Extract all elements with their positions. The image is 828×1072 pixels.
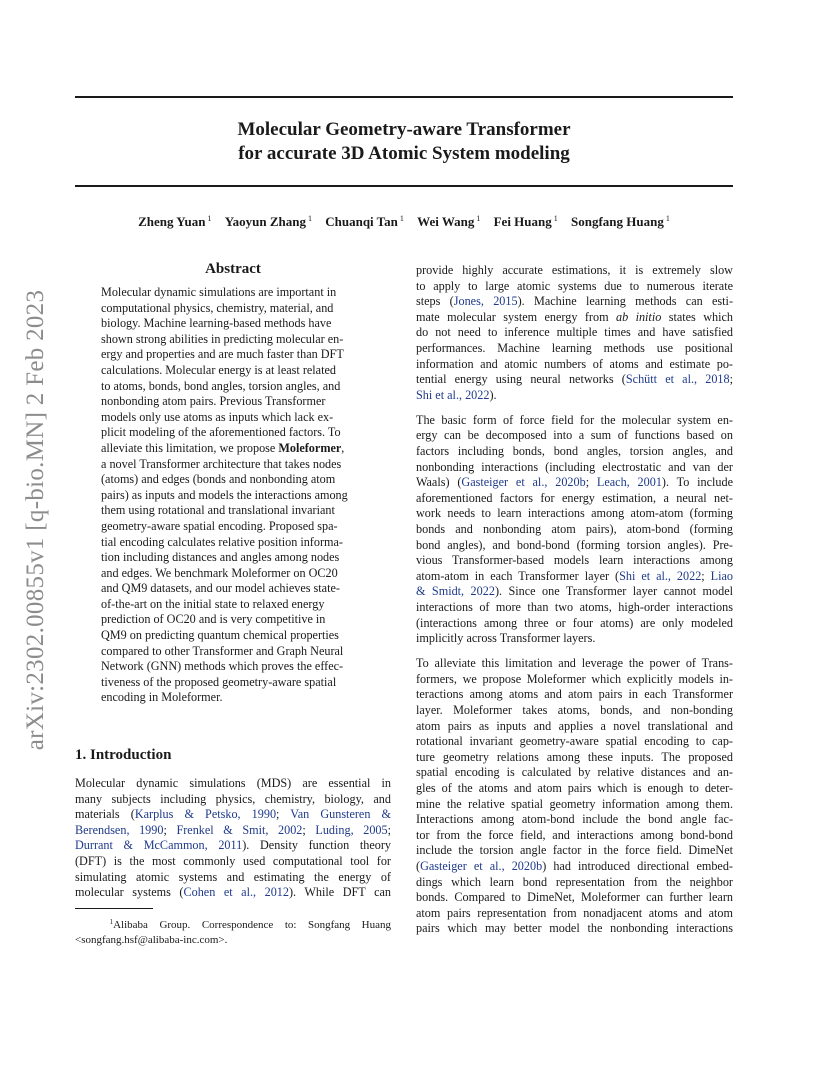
body-line: implicitly across Transformer layers. (416, 631, 596, 646)
affiliation-mark: 1 (207, 214, 212, 223)
abstract-line: plicit modeling of the aforementioned factors. To (101, 425, 341, 440)
author-2 (225, 214, 312, 229)
title-bottom-rule (75, 185, 733, 187)
paragraph (416, 413, 733, 647)
body-line: The basic form of force field for the molecular system en- (416, 412, 733, 427)
abstract-line: geometry-aware spatial encoding. Proposed spa- (101, 518, 338, 533)
body-text: tential energy using neural networks ( (416, 372, 626, 387)
author-name: Wei Wang (417, 214, 475, 229)
footnote-text: Alibaba Group. Correspondence to: Songfang Huang (113, 919, 391, 931)
footnote-line (75, 915, 391, 933)
body-line (416, 859, 733, 875)
abstract-line: shown strong abilities in predicting molecular en- (101, 331, 344, 346)
body-text: ). To include (661, 475, 733, 490)
body-text: ). (489, 387, 497, 402)
citation-link[interactable]: Luding, 2005 (315, 822, 388, 837)
affiliation-mark: 1 (553, 214, 558, 223)
abstract-heading: Abstract (205, 261, 261, 277)
author-name: Yaoyun Zhang (224, 214, 306, 229)
body-text: ; (387, 822, 391, 837)
body-text: ; (729, 372, 733, 387)
body-line: aforementioned factors for energy estimation, a neural net- (416, 490, 733, 505)
body-line (416, 310, 733, 326)
abstract-line: computational physics, chemistry, material, and (101, 300, 334, 315)
abstract-line: (atoms) and edges (bonds and nonbonding atom (101, 472, 336, 487)
body-text: ; (302, 822, 316, 837)
abstract-line: biology. Machine learning-based methods have (101, 316, 332, 331)
right-column-body (416, 263, 733, 946)
author-3 (325, 214, 404, 229)
abstract-line: and edges. We benchmark Moleformer on OC20 (101, 565, 338, 580)
abstract-line: tiveness of the proposed geometry-aware spatial (101, 674, 337, 689)
affiliation-mark: 1 (476, 214, 481, 223)
body-text: atom-atom in each Transformer layer ( (416, 568, 620, 583)
body-line: atom pairs as inputs and applies a novel translational and (416, 718, 733, 733)
abstract-line: tion including distances and angles among nodes (101, 550, 340, 565)
paragraph (416, 656, 733, 937)
abstract-line: Molecular dynamic simulations are important in (101, 285, 337, 299)
author-4 (417, 214, 480, 229)
italic-text: ab initio (615, 309, 662, 324)
body-text: materials ( (75, 807, 135, 822)
abstract-line: Network (GNN) methods which proves the effec- (101, 659, 344, 674)
body-line (75, 807, 391, 823)
author-name: Chuanqi Tan (325, 214, 398, 229)
author-6 (571, 214, 670, 229)
citation-link[interactable]: Gasteiger et al., 2020b (461, 475, 586, 490)
body-text: mate molecular system energy from (416, 309, 616, 324)
citation-link[interactable]: & Smidt, 2022 (416, 584, 495, 599)
affiliation-mark: 1 (665, 214, 670, 223)
body-text: ). Density function theory (242, 838, 391, 853)
body-line: simulating atomic systems and estimating the energy of (75, 869, 391, 884)
body-line: rotational invariant geometry-aware spatial encoding to cap- (416, 734, 733, 749)
citation-link[interactable]: Jones, 2015 (453, 294, 518, 309)
arxiv-identifier-text: arXiv:2302.00855v1 [q-bio.MN] 2 Feb 2023 (22, 289, 49, 751)
body-line: teractions among atoms and atom pairs in each Transformer (416, 687, 733, 702)
body-line: spatial encoding is calculated by relative distances and an- (416, 765, 733, 780)
abstract-line: and QM9 datasets, and our model achieves state- (101, 581, 340, 596)
author-5 (494, 214, 558, 229)
body-line: tor from the force field, and interactions among bond-bond (416, 827, 733, 842)
footnote-line: <songfang.hsf@alibaba-inc.com>. (75, 934, 228, 946)
paper-title (75, 118, 733, 166)
abstract-line: models only use atoms as inputs which lack ex- (101, 409, 334, 424)
citation-link[interactable]: Karplus & Petsko, 1990 (134, 807, 277, 822)
body-line (75, 885, 391, 901)
body-text: ). Machine learning methods can esti- (517, 294, 733, 309)
abstract-body (101, 285, 366, 706)
body-line: Molecular dynamic simulations (MDS) are essential in (75, 776, 391, 790)
abstract-line: compared to other Transformer and Graph Neural (101, 643, 344, 658)
body-line: pairs which may better model the nonbonding interactions (416, 921, 733, 936)
citation-link[interactable]: Shi et al., 2022 (416, 387, 490, 402)
body-line: (DFT) is the most commonly used computational tool for (75, 853, 391, 868)
abstract-line: calculations. Molecular energy is at least related (101, 362, 336, 377)
affiliation-mark: 1 (308, 214, 312, 223)
abstract-line: QM9 on predicting quantum chemical properties (101, 628, 339, 643)
paragraph (416, 263, 733, 403)
abstract-line: prediction of OC20 and is very competitive in (101, 612, 326, 627)
body-line: bond angles), and bond-bond (forming torsion angles). Pre- (416, 537, 733, 552)
citation-link[interactable]: Schütt et al., 2018 (625, 372, 730, 387)
body-line (416, 584, 733, 600)
body-line: work needs to learn interactions among atom-atom (forming (416, 506, 733, 521)
body-line: bonds. Compared to DimeNet, Moleformer can further learn (416, 890, 733, 905)
abstract-line: tial encoding calculates relative position informa- (101, 534, 343, 549)
abstract-line: a novel Transformer architecture that takes nodes (101, 456, 342, 471)
abstract-line: encoding in Moleformer. (101, 690, 223, 705)
abstract-text: alleviate this limitation, we propose (101, 440, 279, 455)
body-line: formers, we propose Moleformer which explicitly models in- (416, 671, 733, 686)
body-line: layer. Moleformer takes atoms, bonds, and non-bonding (416, 703, 733, 718)
body-line: mine the relative spatial geometry information among them. (416, 796, 733, 811)
affiliation-mark: 1 (399, 214, 404, 223)
citation-link[interactable]: Van Gunsteren & (290, 807, 391, 822)
body-text: steps ( (416, 294, 454, 309)
citation-link[interactable]: Shi et al., 2022 (619, 568, 702, 583)
abstract-text: , (341, 440, 345, 455)
body-line: dings which learn bond representation from the neighbor (416, 874, 733, 889)
body-line: many subjects including physics, chemistry, biology, and (75, 791, 391, 806)
introduction-body (75, 776, 391, 901)
body-line: gles of the atoms and atom pairs which is enough to deter- (416, 781, 733, 795)
citation-link[interactable]: Gasteiger et al., 2020b (420, 858, 543, 873)
body-line: bonds and nonbonding atom pairs), atom-bond (forming (416, 522, 733, 536)
abstract-line (101, 441, 366, 457)
author-name: Songfang Huang (571, 214, 664, 229)
section-heading-introduction: 1. Introduction (75, 747, 172, 763)
body-line: include the torsion angle factor in the force field. DimeNet (416, 843, 733, 858)
body-line: ergy can be decomposed into a sum of functions based on (416, 428, 733, 443)
body-line: atom pairs representation from nonadjacent atoms and atom (416, 905, 733, 920)
abstract-line: nonbonding atom pairs. Previous Transformer (101, 394, 326, 409)
body-text: Waals) ( (416, 475, 462, 490)
citation-link[interactable]: Frenkel & Smit, 2002 (176, 822, 303, 837)
abstract-line: of-the-art on the initial state to relaxed energy (101, 596, 325, 611)
title-line-2: for accurate 3D Atomic System modeling (238, 143, 570, 164)
citation-link[interactable]: Berendsen, 1990 (75, 822, 164, 837)
body-line: performances. Machine learning methods use positional (416, 340, 733, 355)
body-text: ; (701, 568, 711, 583)
citation-link[interactable]: Durrant & McCammon, 2011 (75, 838, 243, 853)
body-text: ). Since one Transformer layer cannot model (494, 584, 733, 599)
body-text: ; (276, 807, 291, 822)
body-text: ( (416, 858, 421, 873)
body-line (416, 475, 733, 491)
body-line: vious Transformer-based models learn interactions among (416, 553, 733, 568)
body-line (416, 569, 733, 585)
body-line: (interactions among three or four atoms) are only modeled (416, 615, 733, 630)
body-line (75, 838, 391, 854)
body-line: to apply to large atomic systems due to numerous iterate (416, 278, 733, 293)
body-line: nonbonding interactions (including electrostatic and van der (416, 459, 733, 474)
body-text: ; (163, 822, 177, 837)
body-line: interactions of more than two atoms, high-order interactions (416, 599, 733, 614)
body-line: ture geometry relations among these inputs. The proposed (416, 749, 733, 764)
body-line: To alleviate this limitation and leverage the power of Trans- (416, 656, 733, 671)
citation-link[interactable]: Cohen et al., 2012 (183, 885, 289, 900)
body-line: do not need to inference multiple times and have satisfied (416, 325, 733, 340)
title-line-1: Molecular Geometry-aware Transformer (237, 119, 571, 140)
body-text: molecular systems ( (75, 885, 184, 900)
body-line: factors including bonds, bond angles, torsion angles, and (416, 444, 733, 459)
footnote (75, 915, 391, 948)
author-name: Fei Huang (493, 214, 552, 229)
body-text: ; (585, 475, 597, 490)
abstract-line: pairs) as inputs and models the interactions among (101, 487, 348, 502)
abstract-line: ergy and properties and are much faster than DFT (101, 347, 344, 362)
title-top-rule (75, 96, 733, 98)
body-line: provide highly accurate estimations, it is extremely slow (416, 263, 733, 277)
body-text: ) had introduced directional embed- (542, 858, 733, 873)
citation-link[interactable]: Liao (710, 568, 733, 583)
body-line (416, 294, 733, 310)
citation-link[interactable]: Leach, 2001 (596, 475, 662, 490)
body-line (75, 823, 391, 839)
body-text: ). While DFT can (288, 885, 391, 900)
author-1 (138, 214, 211, 229)
footnote-rule (75, 908, 153, 909)
body-line (416, 372, 733, 388)
body-line (416, 388, 733, 404)
author-list (75, 214, 733, 230)
footnote-mark: 1 (109, 918, 114, 926)
body-text: states which (661, 309, 733, 324)
model-name-bold: Moleformer (278, 440, 342, 455)
body-line: information and atomic numbers of atoms and estimate po- (416, 356, 733, 371)
author-name: Zheng Yuan (138, 214, 206, 229)
body-line: Interactions among atom-bond include the bond angle fac- (416, 812, 733, 827)
abstract-line: to atoms, bonds, bond angles, torsion angles, and (101, 378, 341, 393)
abstract-line: them using rotational and translational invariant (101, 503, 335, 518)
